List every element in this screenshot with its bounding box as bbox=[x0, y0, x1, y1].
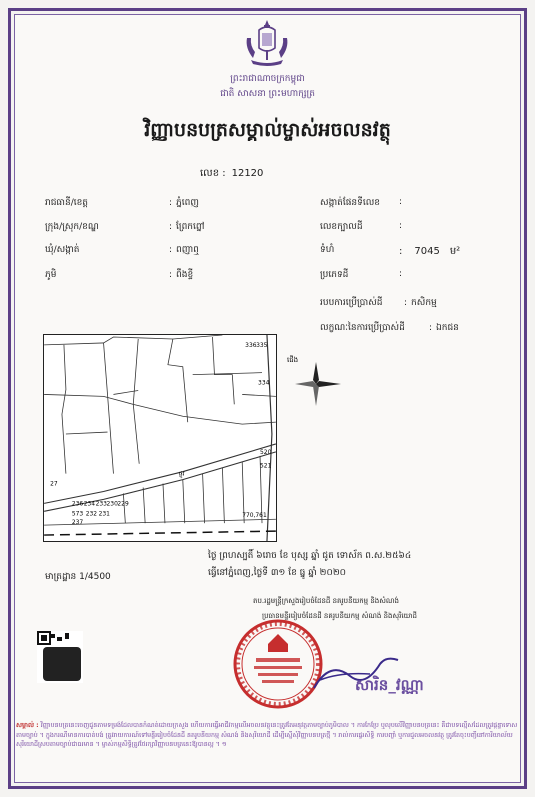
authority-line-2: ប្រធានមន្ទីររៀបចំដែនដី នគរូបនីយកម្ម សំណង់ និងសុរិយោដី bbox=[262, 612, 417, 620]
road-label: ផ្លូវ bbox=[178, 470, 185, 478]
parcel-label-521: 521 bbox=[260, 462, 272, 470]
parcel-label-232: 232 bbox=[85, 510, 98, 518]
parcel-label-233: 233 bbox=[95, 500, 107, 508]
parcel-label-334: 334 bbox=[258, 379, 270, 387]
parcel-label-236: 236 bbox=[71, 500, 84, 508]
field-province-value: : ភ្នំពេញ bbox=[169, 198, 199, 208]
field-parcel-number-value: : bbox=[399, 221, 403, 231]
parcel-label-336: 336 bbox=[245, 341, 257, 349]
field-land-use-value: : កសិកម្ម bbox=[404, 298, 437, 308]
field-parcel-number-label: លេខក្បាលដី bbox=[320, 222, 363, 232]
map-coordinate: 770,761 bbox=[242, 512, 267, 520]
compass-label: ជើង bbox=[287, 356, 299, 364]
parcel-label-237: 237 bbox=[71, 519, 84, 527]
field-district-value: : ព្រែកព្នៅ bbox=[169, 222, 205, 232]
field-village-label: ភូមិ bbox=[45, 270, 57, 280]
field-area-label: ទំហំ bbox=[320, 245, 335, 255]
compass-north-icon bbox=[287, 352, 345, 412]
map-scale: មាត្រដ្ឋាន 1/4500 bbox=[45, 572, 111, 582]
parcel-label-234: 234 bbox=[83, 500, 96, 508]
parcel-label-27: 27 bbox=[50, 480, 58, 488]
field-map-sheet-label: សង្កាត់ផែនទីលេខ bbox=[320, 198, 380, 208]
serial-value: 12120 bbox=[231, 168, 264, 179]
signatory-name: សារិន_វណ្ណា bbox=[355, 676, 424, 694]
field-district-label: ក្រុង/ស្រុក/ខណ្ឌ bbox=[45, 222, 99, 232]
field-commune-label: ឃុំ/សង្កាត់ bbox=[45, 245, 80, 255]
parcel-label-573: 573 bbox=[71, 510, 84, 518]
national-motto: ជាតិ សាសនា ព្រះមហាក្សត្រ bbox=[220, 89, 315, 99]
parcel-label-229: 229 bbox=[117, 500, 129, 508]
field-area-value: : 7045 ម² bbox=[399, 246, 461, 257]
field-commune-value: : ពញាឮ bbox=[169, 245, 199, 255]
footer-note bbox=[16, 721, 519, 750]
cadastral-map bbox=[43, 334, 277, 542]
qr-code-icon bbox=[37, 631, 83, 683]
parcel-label-520: 520 bbox=[260, 448, 272, 456]
footer-note-heading: សម្គាល់ : bbox=[16, 722, 39, 729]
certificate-title: វិញ្ញាបនបត្រសម្គាល់ម្ចាស់អចលនវត្ថុ bbox=[144, 119, 391, 141]
date-issued: ធ្វើនៅភ្នំពេញ,ថ្ងៃទី ៣១ ខែ ធ្នូ ឆ្នាំ ២០២០ bbox=[208, 568, 347, 578]
parcel-label-230: 230 bbox=[106, 500, 118, 508]
kingdom-heading: ព្រះរាជាណាចក្រកម្ពុជា bbox=[230, 74, 305, 84]
serial-number bbox=[200, 166, 263, 181]
serial-label: លេខ : bbox=[200, 168, 226, 179]
field-village-value: : ពឹងខ្ទី bbox=[169, 270, 194, 280]
parcel-label-335: 335 bbox=[256, 341, 268, 349]
royal-emblem-icon bbox=[241, 18, 293, 68]
field-ownership-label: លក្ខណៈនៃការប្រើប្រាស់ដី bbox=[320, 323, 405, 333]
area-unit: ម² bbox=[449, 246, 461, 257]
field-province-label: រាជធានី/ខេត្ត bbox=[45, 198, 89, 208]
footer-note-text: វិញ្ញាបនបត្រនេះចេញជូនតាមទម្រង់ដែលបានកំណត់ដោយក្រសួង ហើយការធ្វើអាជីវកម្មលើអចលនវត្ថុនេះត្រូវតែអនុវត្តតាមច្បាប់ភូមិបាល ។ ការកែប្រែ ឬលុបលើវិញ្ញាបនបត្រនេះ គឺជាបទល្មើសដែលត្រូវផ្តន្ទាទោសតាមច្បាប់ ។ ក្នុងករណីមានការបាត់បង់ ត្រូវរាយការណ៍ទៅមន្ទីររៀបចំដែនដី នគរូបនីយកម្ម សំណង់ និងសុរិយោដី ដើម្បីស្នើសុំវិញ្ញាបនបត្រថ្មី ។ រាល់ការផ្ទេរសិទ្ធិ ការបញ្ចាំ ឬការជួលអចលនវត្ថុ ត្រូវតែចុះបញ្ជីនៅការិយាល័យសុរិយោដីស្របតាមច្បាប់ជាធរមាន ។ ម្ចាស់កម្មសិទ្ធិត្រូវថែរក្សាវិញ្ញាបនបត្រនេះឱ្យបានល្អ ។ ១ bbox=[16, 722, 518, 749]
field-land-use-label: របបការប្រើប្រាស់ដី bbox=[320, 298, 383, 308]
date-lunar: ថ្ងៃ ព្រហស្បតិ៍ ៦រោច ខែ បុស្ស ឆ្នាំ ជូត ទោស័ក ព.ស.២៥៦៤ bbox=[208, 551, 412, 561]
field-map-sheet-value: : bbox=[399, 197, 403, 207]
parcel-label-231: 231 bbox=[98, 510, 110, 518]
field-land-type-value: : bbox=[399, 269, 403, 279]
authority-line-1: តប.រដ្ឋមន្ត្រីក្រសួងរៀបចំដែនដី នគរូបនីយកម្ម និងសំណង់ bbox=[253, 597, 399, 605]
field-land-type-label: ប្រភេទដី bbox=[320, 270, 349, 280]
field-ownership-value: : ឯកជន bbox=[429, 323, 459, 333]
